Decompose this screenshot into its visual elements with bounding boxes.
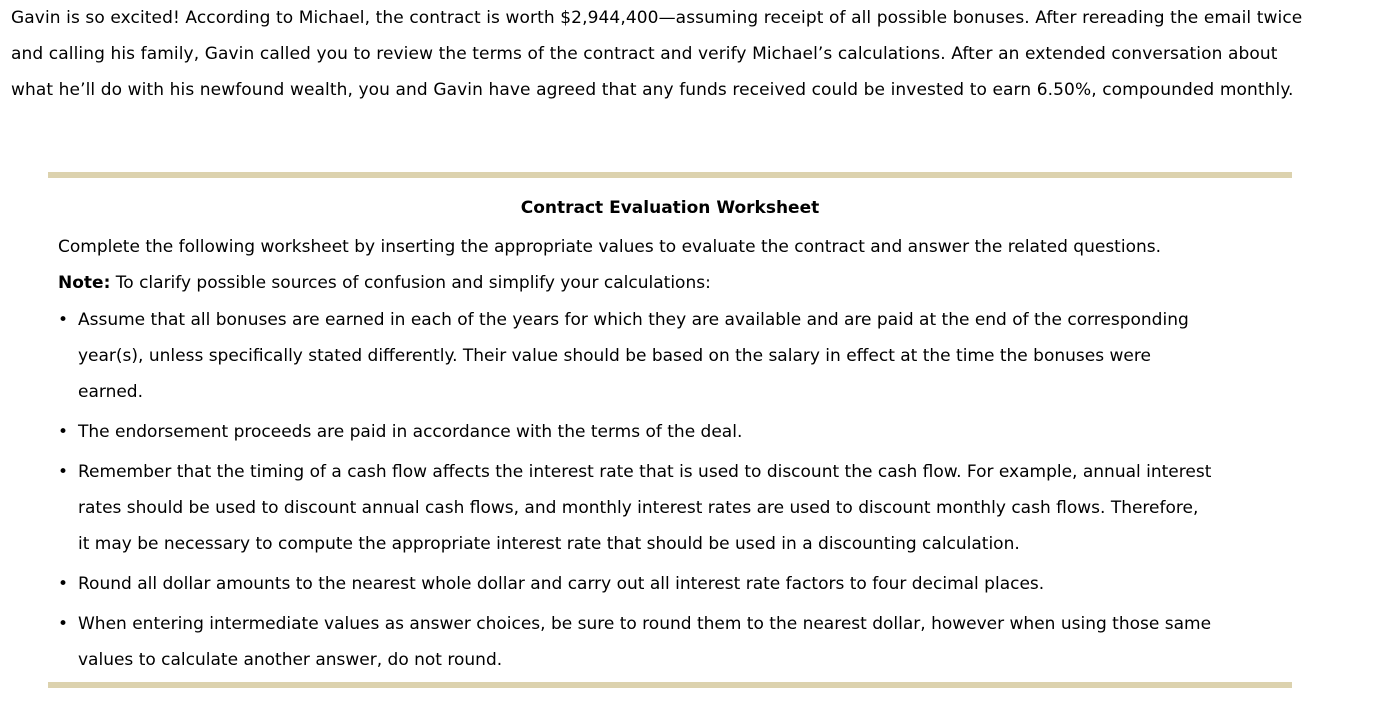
intro-line: and calling his family, Gavin called you to review the terms of the contract and verify Michael’s calculations. After an extended conversation about — [11, 44, 1278, 64]
intro-line: what he’ll do with his newfound wealth, you and Gavin have agreed that any funds received could be invested to earn 6.50%, compounded monthly. — [11, 80, 1294, 100]
bullet-icon: • — [58, 462, 69, 482]
list-item-line: values to calculate another answer, do not round. — [78, 650, 503, 670]
list-item — [58, 606, 1292, 678]
contract-evaluation-worksheet — [48, 172, 1292, 688]
list-item-line: it may be necessary to compute the appropriate interest rate that should be used in a discounting calculation. — [78, 534, 1020, 554]
list-item-line: Remember that the timing of a cash flow affects the interest rate that is used to discount the cash flow. For example, annual interest — [78, 462, 1212, 482]
bullet-icon: • — [58, 310, 69, 330]
list-item-line: The endorsement proceeds are paid in accordance with the terms of the deal. — [78, 422, 743, 442]
worksheet-instructions: Complete the following worksheet by inserting the appropriate values to evaluate the contract and answer the related questions. — [58, 237, 1161, 257]
list-item-line: rates should be used to discount annual cash flows, and monthly interest rates are used to discount monthly cash flows. Therefore, — [78, 498, 1199, 518]
assumptions-list — [58, 302, 1292, 682]
note-label: Note: — [58, 273, 111, 293]
list-item-line: earned. — [78, 382, 143, 402]
note-text: To clarify possible sources of confusion and simplify your calculations: — [110, 273, 711, 293]
intro-line: Gavin is so excited! According to Michael, the contract is worth $2,944,400—assuming receipt of all possible bonuses. After rereading the email twice — [11, 8, 1303, 28]
list-item-line: Round all dollar amounts to the nearest whole dollar and carry out all interest rate factors to four decimal places. — [78, 574, 1045, 594]
list-item — [58, 454, 1292, 562]
bullet-icon: • — [58, 614, 69, 634]
list-item-line: When entering intermediate values as answer choices, be sure to round them to the nearest dollar, however when using those same — [78, 614, 1212, 634]
bullet-icon: • — [58, 422, 69, 442]
list-item — [58, 414, 1292, 450]
worksheet-title: Contract Evaluation Worksheet — [520, 198, 820, 218]
list-item — [58, 566, 1292, 602]
list-item — [58, 302, 1292, 410]
list-item-line: year(s), unless specifically stated differently. Their value should be based on the salary in effect at the time the bonuses were — [78, 346, 1151, 366]
list-item-line: Assume that all bonuses are earned in each of the years for which they are available and are paid at the end of the corresponding — [78, 310, 1189, 330]
worksheet-note — [58, 271, 711, 295]
intro-paragraph — [11, 0, 1377, 108]
bullet-icon: • — [58, 574, 69, 594]
